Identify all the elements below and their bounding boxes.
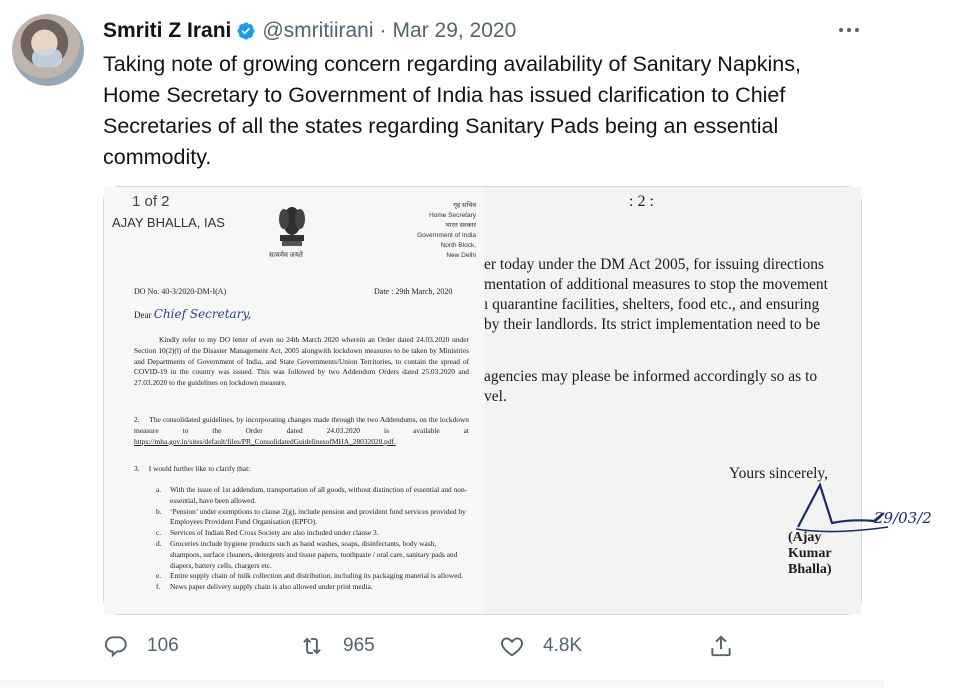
tweet-text: Taking note of growing concern regarding availability of Sanitary Napkins, Home Secretary to Government of India has issued clarification to Chief Secretaries of all the states regarding Sanitary Pads being an essential commodity. <box>103 52 801 169</box>
letter-page-2 <box>484 187 932 614</box>
letter-date: Date : 29th March, 2020 <box>374 287 453 296</box>
handwritten-salutation: Chief Secretary, <box>153 307 252 321</box>
do-number: DO No. 40-3/2020-DM-I(A) <box>134 287 227 296</box>
tweet-actions <box>103 628 753 664</box>
list-item: e. Entire supply chain of milk collection and distribution, including its packaging material is allowed. <box>156 571 463 581</box>
emblem-caption: सत्यमेव जयते <box>269 251 303 259</box>
letter-page-1 <box>104 187 484 614</box>
like-button[interactable] <box>499 628 582 664</box>
page-2-header: : 2 : <box>629 193 654 210</box>
separator-dot: · <box>379 19 387 42</box>
list-item: b. ‘Pension’ under exemptions to clause 2(g), include pension and provident fund services provided by Employees Provident Fund Organisation (EPFO). <box>156 506 466 527</box>
page-2-body: er today under the DM Act 2005, for issuing directions mentation of additional measures to stop the movement ı quarantine facilities, shelters, food etc., and ensuring by their landlords. Its strict implementation need to be <box>484 256 828 333</box>
tweet-image[interactable] <box>103 186 932 615</box>
letter-paragraph-1: Kindly refer to my DO letter of even no 24th March 2020 wherein an Order dated 24.03.2020 under Section 10(2)(l) of the Disaster Management Act, 2005 alongwith lockdown measures to be taken by Ministries and Departments of Government of India, and State Governments/Union Territories, to contain the spread of COVID-19 in the country was issued. This was followed by two Addendum Orders dated 25.03.2020 and 27.03.2020 to the guidelines on lockdown measure. <box>134 335 469 388</box>
reply-count: 106 <box>147 635 179 656</box>
share-icon <box>708 633 734 659</box>
list-item: d. Groceries include hygiene products such as hand washes, soaps, disinfectants, body wash, shampoos, surface cleaners, detergents and tissue papers, toothpaste / oral care, sanitary pads and diapers, battery cells, chargers etc. <box>156 538 458 570</box>
reply-button[interactable] <box>103 628 179 664</box>
reply-icon <box>103 633 129 659</box>
letter-paragraph-3: 3. I would further like to clarify that: <box>134 464 251 473</box>
signatory-name: (Ajay Kumar Bhalla) <box>788 530 832 577</box>
page-indicator: 1 of 2 <box>132 193 170 210</box>
retweet-count: 965 <box>343 635 375 656</box>
list-item: f. News paper delivery supply chain is also allowed under print media. <box>156 582 373 592</box>
share-button[interactable] <box>708 628 734 664</box>
verified-badge-icon <box>236 21 256 41</box>
more-icon[interactable] <box>834 18 864 42</box>
author-handle[interactable]: @smritiirani <box>262 19 374 42</box>
author-name[interactable]: Smriti Z Irani <box>103 19 232 42</box>
sender-block: गृह सचिव Home Secretary भारत सरकार Government of India North Block, New Delhi <box>417 202 476 259</box>
tweet-header <box>103 16 516 46</box>
list-item: a. With the issue of 1st addendum, transportation of all goods, without distinction of essential and non-essential, have been allowed. <box>156 485 468 505</box>
page-2-body-2: agencies may please be informed accordingly so as to vel. <box>484 368 818 405</box>
closing: Yours sincerely, <box>729 465 829 482</box>
divider <box>0 680 884 688</box>
list-item: c. Services of Indian Red Cross Society are also included under clause 3. <box>156 528 379 538</box>
retweet-icon <box>299 633 325 659</box>
avatar[interactable] <box>12 14 84 86</box>
letter-paragraph-2: 2. The consolidated guidelines, by incorporating changes made through the two Addendums, on the lockdown measure to the Order dated 24.03.2020 is available at https://mha.gov.in/sites/default/files/PR_ConsolidatedGuidelinesofMHA_28032020.pdf. <box>134 415 469 446</box>
like-count: 4.8K <box>543 635 583 656</box>
retweet-button[interactable] <box>299 628 375 664</box>
salutation: Dear Chief Secretary, <box>134 307 252 321</box>
clarification-list <box>156 485 468 593</box>
svg-text:29/03/2: 29/03/2 <box>874 509 932 527</box>
tweet-date[interactable]: Mar 29, 2020 <box>392 19 517 42</box>
like-icon <box>499 633 525 659</box>
officer-name: AJAY BHALLA, IAS <box>112 215 225 230</box>
guidelines-link: https://mha.gov.in/sites/default/files/PR_ConsolidatedGuidelinesofMHA_28032020.pdf. <box>134 436 396 446</box>
